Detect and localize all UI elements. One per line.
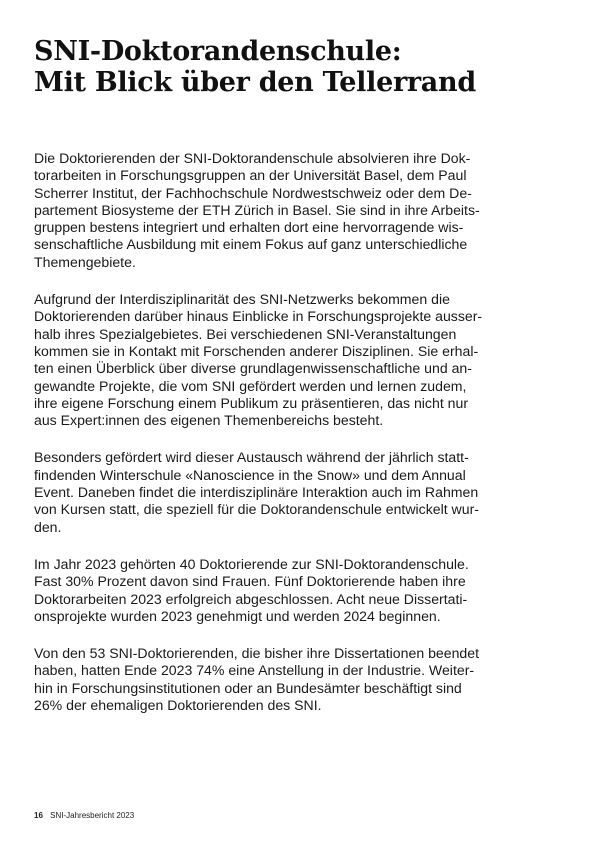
text-line: Von den 53 SNI-Doktorierenden, die bisher ihre Dissertationen beendet bbox=[34, 645, 480, 662]
page-footer bbox=[34, 811, 134, 821]
text-line: Doktorarbeiten 2023 erfolgreich abgeschlossen. Acht neue Dissertati- bbox=[34, 590, 468, 607]
paragraph-alumni-careers bbox=[34, 645, 484, 714]
text-line: Themengebiete. bbox=[34, 253, 136, 270]
text-line: ten einen Überblick über diverse grundlagenwissenschaftliche und an- bbox=[34, 360, 472, 377]
text-line: ihre eigene Forschung einem Publikum zu präsentieren, das nicht nur bbox=[34, 394, 469, 411]
page-number: 16 bbox=[34, 811, 43, 820]
text-line: Besonders gefördert wird dieser Austausch während der jährlich statt- bbox=[34, 449, 469, 466]
text-line: gewandte Projekte, die vom SNI gefördert werden und lernen zudem, bbox=[34, 377, 467, 394]
text-line: Im Jahr 2023 gehörten 40 Doktorierende zur SNI-Doktorandenschule. bbox=[34, 555, 469, 572]
text-line: onsprojekte wurden 2023 genehmigt und werden 2024 beginnen. bbox=[34, 607, 441, 624]
text-line: 26% der ehemaligen Doktorierenden des SNI. bbox=[34, 697, 322, 714]
text-line: den. bbox=[34, 518, 62, 535]
text-line: Event. Daneben findet die interdisziplinäre Interaktion auch im Rahmen bbox=[34, 484, 479, 501]
text-line: kommen sie in Kontakt mit Forschenden anderer Disziplinen. Sie erhal- bbox=[34, 342, 479, 359]
text-line: aus Expert:innen des eigenen Themenbereichs besteht. bbox=[34, 412, 384, 429]
title-line-2: Mit Blick über den Tellerrand bbox=[34, 67, 476, 98]
text-line: Die Doktorierenden der SNI-Doktorandenschule absolvieren ihre Dok- bbox=[34, 150, 471, 166]
text-line: senschaftliche Ausbildung mit einem Fokus auf ganz unterschiedliche bbox=[34, 236, 468, 253]
text-line: Aufgrund der Interdisziplinarität des SNI-Netzwerks bekommen die bbox=[34, 291, 450, 308]
text-line: findenden Winterschule «Nanoscience in the Snow» und dem Annual bbox=[34, 466, 466, 483]
text-line: Doktorierenden darüber hinaus Einblicke in Forschungsprojekte ausser- bbox=[34, 308, 483, 325]
text-line: gruppen bestens integriert und erhalten dort eine hervorragende wis- bbox=[34, 219, 464, 236]
text-line: partement Biosysteme der ETH Zürich in Basel. Sie sind in ihre Arbeits- bbox=[34, 201, 480, 218]
publication-title: SNI-Jahresbericht 2023 bbox=[50, 811, 135, 820]
body-text bbox=[34, 150, 484, 734]
paragraph-interdisciplinarity bbox=[34, 291, 484, 429]
text-line: halb ihres Spezialgebietes. Bei verschiedenen SNI-Veranstaltungen bbox=[34, 325, 457, 342]
paragraph-exchange bbox=[34, 449, 484, 535]
text-line: von Kursen statt, die speziell für die Doktorandenschule entwickelt wur- bbox=[34, 501, 479, 518]
page-title bbox=[34, 36, 574, 98]
text-line: torarbeiten in Forschungsgruppen an der Universität Basel, dem Paul bbox=[34, 167, 467, 184]
title-line-1: SNI-Doktorandenschule: bbox=[34, 36, 402, 67]
paragraph-statistics-2023 bbox=[34, 556, 484, 625]
text-line: hin in Forschungsinstitutionen oder an Bundesämter beschäftigt sind bbox=[34, 679, 462, 696]
text-line: haben, hatten Ende 2023 74% eine Anstellung in der Industrie. Weiter- bbox=[34, 662, 475, 679]
text-line: Scherrer Institut, der Fachhochschule Nordwestschweiz oder dem De- bbox=[34, 184, 472, 201]
paragraph-intro bbox=[34, 150, 484, 271]
text-line: Fast 30% Prozent davon sind Frauen. Fünf Doktorierende haben ihre bbox=[34, 573, 466, 590]
